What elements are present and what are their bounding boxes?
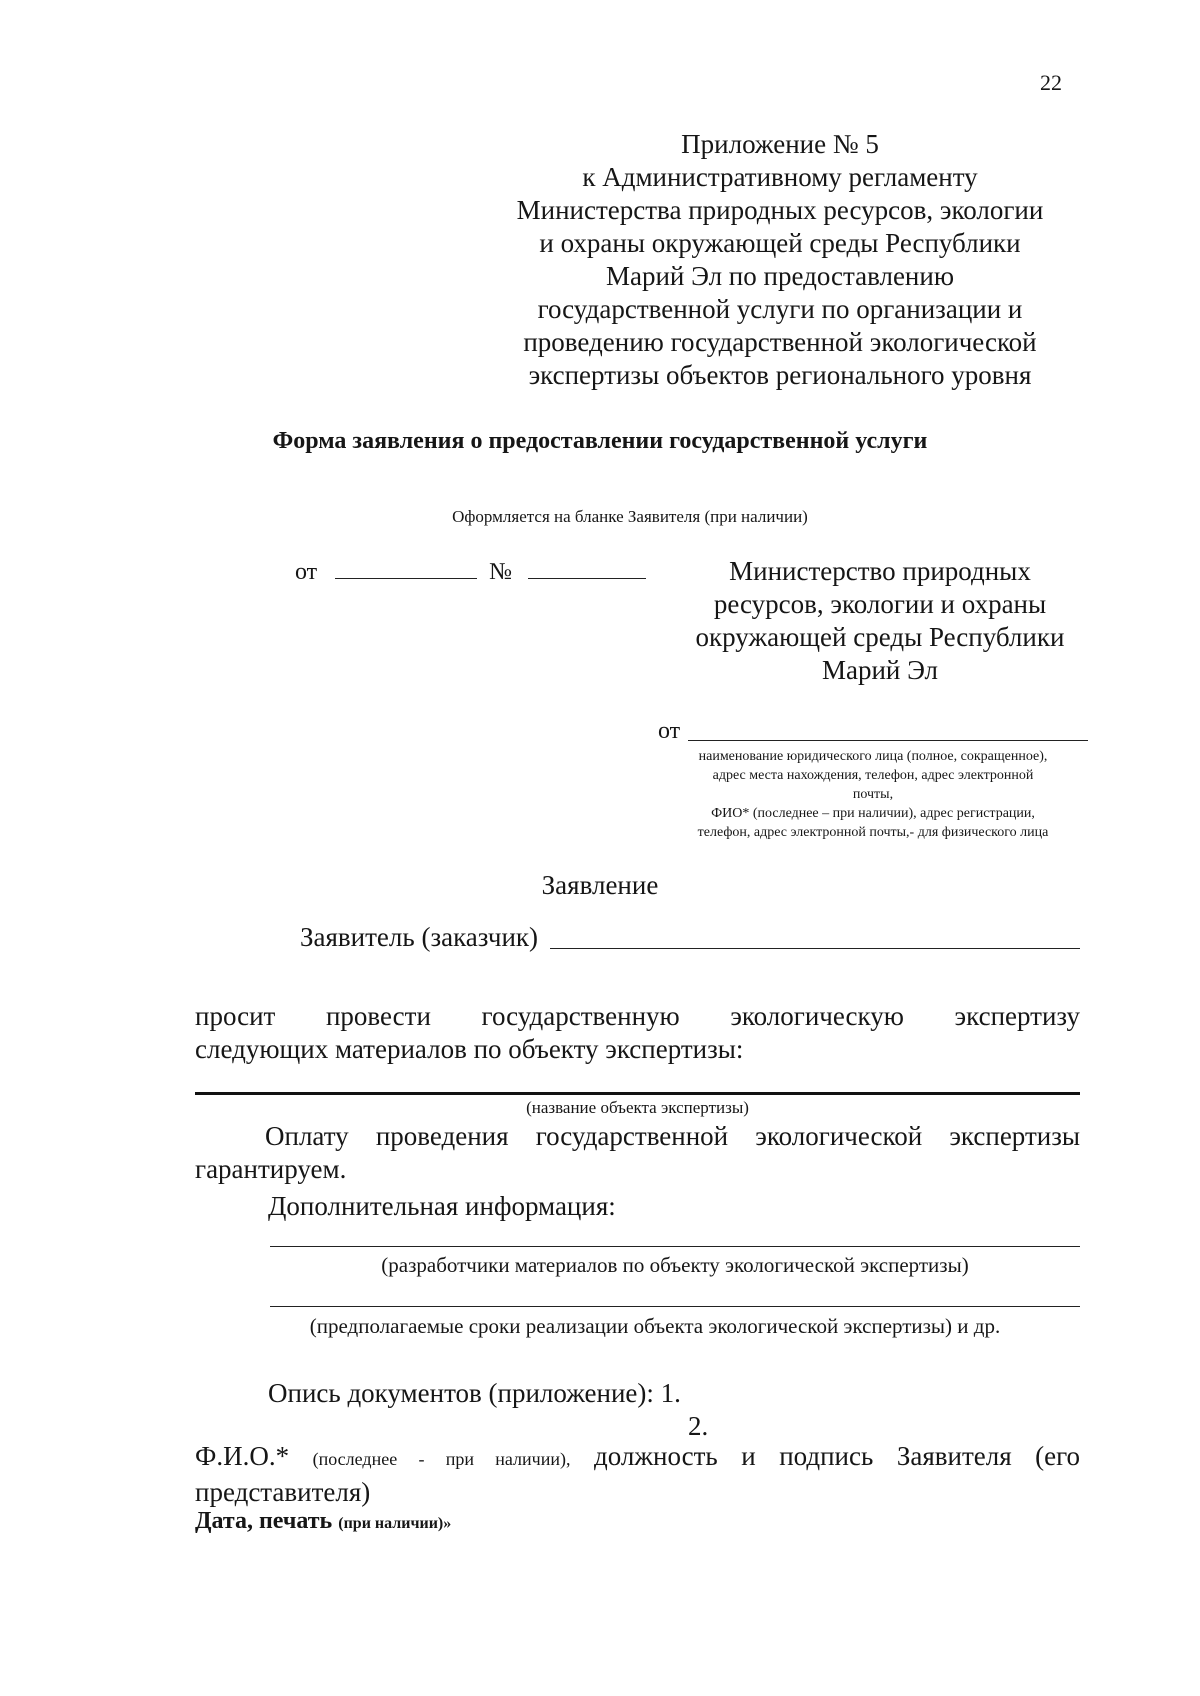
appendix-header xyxy=(480,128,1080,392)
from-field[interactable] xyxy=(688,740,1088,741)
number-label: № xyxy=(489,559,513,585)
recipient-block xyxy=(660,555,1100,687)
appendix-line: проведению государственной экологической xyxy=(523,327,1037,357)
from-note xyxy=(658,747,1088,842)
payment-line-1: Оплату проведения государственной экологической экспертизы xyxy=(265,1121,1080,1151)
date-stamp-line xyxy=(195,1508,451,1535)
recipient-line: Министерство природных xyxy=(729,556,1031,586)
object-name-field[interactable] xyxy=(195,1092,1080,1095)
applicant-field[interactable] xyxy=(550,948,1080,949)
signature-block xyxy=(195,1440,1080,1509)
page-number: 22 xyxy=(1040,70,1062,95)
appendix-line: и охраны окружающей среды Республики xyxy=(539,228,1021,258)
inventory-item-2: 2. xyxy=(688,1411,709,1441)
recipient-line: окружающей среды Республики xyxy=(695,622,1065,652)
from-note-line: адрес места нахождения, телефон, адрес электронной xyxy=(712,768,1034,783)
date-stamp-note: (при наличии)» xyxy=(338,1515,452,1532)
signature-text: должность и подпись Заявителя (его xyxy=(593,1441,1081,1471)
developers-caption: (разработчики материалов по объекту экологической экспертизы) xyxy=(381,1253,969,1277)
from-note-line: почты, xyxy=(852,787,894,802)
appendix-line: Марий Эл по предоставлению xyxy=(605,261,955,291)
form-title: Форма заявления о предоставлении государственной услуги xyxy=(272,428,928,454)
from-note-line: телефон, адрес электронной почты,- для физического лица xyxy=(697,825,1049,840)
appendix-line: экспертизы объектов регионального уровня xyxy=(528,360,1032,390)
date-stamp-label: Дата, печать xyxy=(195,1508,333,1534)
object-caption: (название объекта экспертизы) xyxy=(526,1098,749,1117)
appendix-line: к Административному регламенту xyxy=(582,162,978,192)
appendix-line: государственной услуги по организации и xyxy=(537,294,1023,324)
fio-label: Ф.И.О.* xyxy=(195,1441,290,1471)
recipient-line: ресурсов, экологии и охраны xyxy=(713,589,1047,619)
from-block xyxy=(658,718,1088,842)
request-line-1: просит провести государственную экологическую экспертизу xyxy=(195,1001,1080,1031)
date-number-line xyxy=(295,558,646,586)
fio-note: (последнее - при наличии), xyxy=(312,1449,571,1469)
signature-line-1 xyxy=(195,1440,1080,1476)
inventory-label: Опись документов (приложение): 1. xyxy=(268,1378,681,1408)
statement-heading: Заявление xyxy=(541,870,659,900)
payment-line-2: гарантируем. xyxy=(195,1154,347,1184)
from-label: от xyxy=(658,718,681,744)
recipient-line: Марий Эл xyxy=(821,655,939,685)
timeline-caption: (предполагаемые сроки реализации объекта экологической экспертизы) и др. xyxy=(309,1314,1001,1338)
number-field[interactable] xyxy=(528,558,646,579)
timeline-field[interactable] xyxy=(270,1306,1080,1307)
from-note-line: наименование юридического лица (полное, сокращенное), xyxy=(698,749,1048,764)
signature-line-2: представителя) xyxy=(195,1477,371,1507)
from-note-line: ФИО* (последнее – при наличии), адрес регистрации, xyxy=(711,806,1035,821)
additional-info-label: Дополнительная информация: xyxy=(268,1191,616,1221)
date-label: от xyxy=(295,559,318,585)
appendix-line: Министерства природных ресурсов, экологии xyxy=(516,195,1044,225)
appendix-line: Приложение № 5 xyxy=(681,129,879,159)
applicant-row xyxy=(300,922,1080,953)
applicant-label: Заявитель (заказчик) xyxy=(300,922,539,952)
blank-note: Оформляется на бланке Заявителя (при наличии) xyxy=(452,507,808,526)
developers-field[interactable] xyxy=(270,1246,1080,1247)
date-field[interactable] xyxy=(335,558,477,579)
request-line-2: следующих материалов по объекту экспертизы: xyxy=(195,1034,744,1064)
